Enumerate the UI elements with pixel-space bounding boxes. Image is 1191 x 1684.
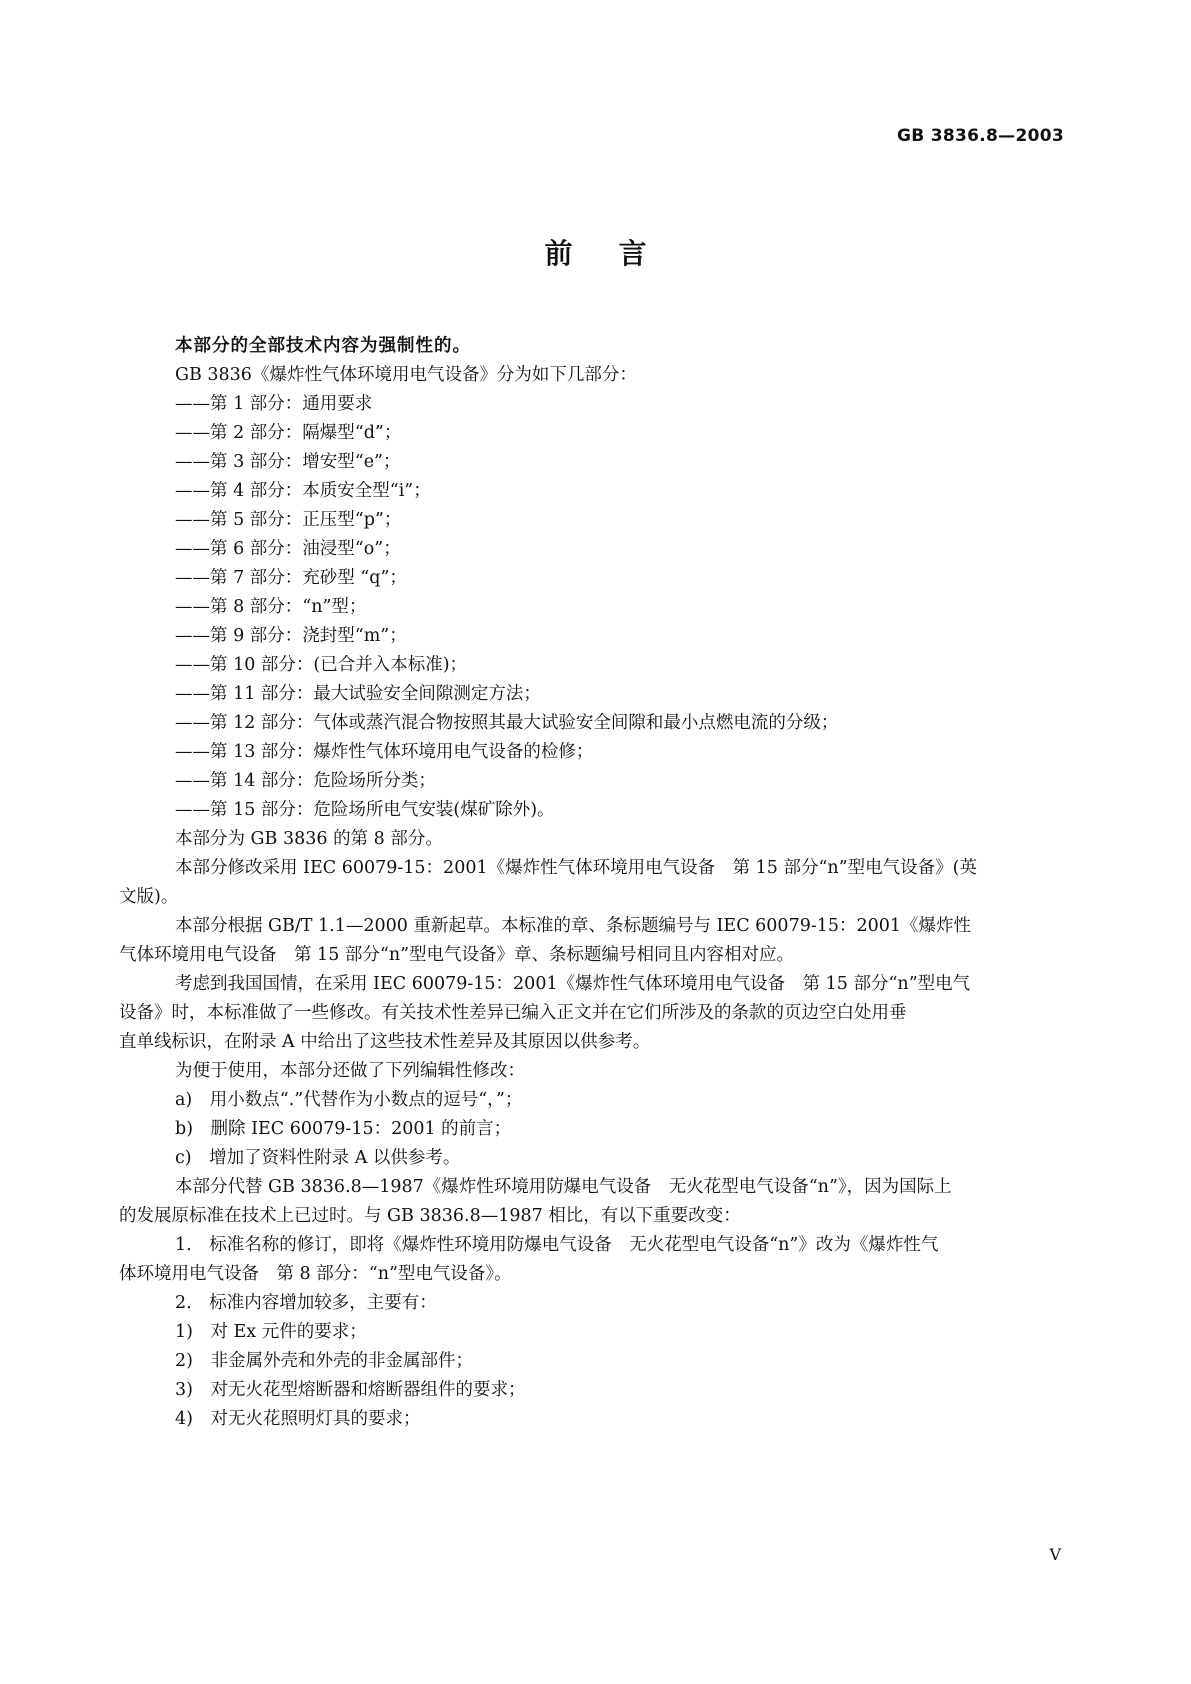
list-item: ——第 12 部分：气体或蒸汽混合物按照其最大试验安全间隙和最小点燃电流的分级； <box>175 713 839 733</box>
list-item: ——第 1 部分：通用要求 <box>175 394 373 414</box>
text-line: 的发展原标准在技术上已过时。与 GB 3836.8—1987 相比，有以下重要改变： <box>119 1206 741 1226</box>
list-item: ——第 5 部分：正压型“p”； <box>175 510 402 530</box>
list-item: 1. 标准名称的修订，即将《爆炸性环境用防爆电气设备 无火花型电气设备“n”》改为《爆炸性气 <box>175 1235 939 1255</box>
list-item: ——第 3 部分：增安型“e”； <box>175 452 401 472</box>
text-line: 本部分修改采用 IEC 60079-15：2001《爆炸性气体环境用电气设备 第 15 部分“n”型电气设备》(英 <box>175 858 977 878</box>
list-item: ——第 6 部分：油浸型“o”； <box>175 539 401 559</box>
text-line: 本部分为 GB 3836 的第 8 部分。 <box>175 829 443 849</box>
list-item: b) 删除 IEC 60079-15：2001 的前言； <box>175 1119 512 1139</box>
list-item: ——第 7 部分：充砂型 “q”； <box>175 568 407 588</box>
text-line: 直单线标识，在附录 A 中给出了这些技术性差异及其原因以供参考。 <box>119 1032 651 1052</box>
text-line: 为便于使用，本部分还做了下列编辑性修改： <box>175 1061 525 1081</box>
list-item: c) 增加了资料性附录 A 以供参考。 <box>175 1148 461 1168</box>
list-item: ——第 15 部分：危险场所电气安装(煤矿除外)。 <box>175 800 555 820</box>
text-line: 考虑到我国国情，在采用 IEC 60079-15：2001《爆炸性气体环境用电气设备 第 15 部分“n”型电气 <box>175 974 971 994</box>
list-item: 1) 对 Ex 元件的要求； <box>175 1322 367 1342</box>
list-item: 2. 标准内容增加较多，主要有： <box>175 1293 437 1313</box>
list-item: a) 用小数点“.”代替作为小数点的逗号“，”； <box>175 1090 523 1110</box>
list-item: 4) 对无火花照明灯具的要求； <box>175 1409 421 1429</box>
list-item: 2) 非金属外壳和外壳的非金属部件； <box>175 1351 473 1371</box>
page-number: V <box>1049 1545 1061 1564</box>
list-item: ——第 4 部分：本质安全型“i”； <box>175 481 431 501</box>
text-line: 气体环境用电气设备 第 15 部分“n”型电气设备》章、条标题编号相同且内容相对应。 <box>119 945 795 965</box>
page-title: 前言 <box>544 237 693 270</box>
list-item: ——第 2 部分：隔爆型“d”； <box>175 423 402 443</box>
list-item: 3) 对无火花型熔断器和熔断器组件的要求； <box>175 1380 526 1400</box>
text-line: 本部分根据 GB/T 1.1—2000 重新起草。本标准的章、条标题编号与 IEC 60079-15：2001《爆炸性 <box>175 916 972 936</box>
list-item: ——第 9 部分：浇封型“m”； <box>175 626 407 646</box>
text-line: 本部分代替 GB 3836.8—1987《爆炸性环境用防爆电气设备 无火花型电气设备“n”》，因为国际上 <box>175 1177 952 1197</box>
list-item: ——第 10 部分：(已合并入本标准)； <box>175 655 468 675</box>
list-item: ——第 14 部分：危险场所分类； <box>175 771 436 791</box>
list-item: ——第 8 部分：“n”型； <box>175 597 367 617</box>
list-item: ——第 11 部分：最大试验安全间隙测定方法； <box>175 684 541 704</box>
standard-number: GB 3836.8—2003 <box>897 126 1064 146</box>
list-item: ——第 13 部分：爆炸性气体环境用电气设备的检修； <box>175 742 594 762</box>
text-line: 体环境用电气设备 第 8 部分：“n”型电气设备》。 <box>119 1264 512 1284</box>
text-line: 文版)。 <box>119 887 179 907</box>
text-line: 设备》时，本标准做了一些修改。有关技术性差异已编入正文并在它们所涉及的条款的页边空白处用垂 <box>119 1003 907 1023</box>
document-body <box>119 332 1059 1434</box>
text-line: GB 3836《爆炸性气体环境用电气设备》分为如下几部分： <box>175 365 637 385</box>
text-line: 本部分的全部技术内容为强制性的。 <box>175 336 471 356</box>
